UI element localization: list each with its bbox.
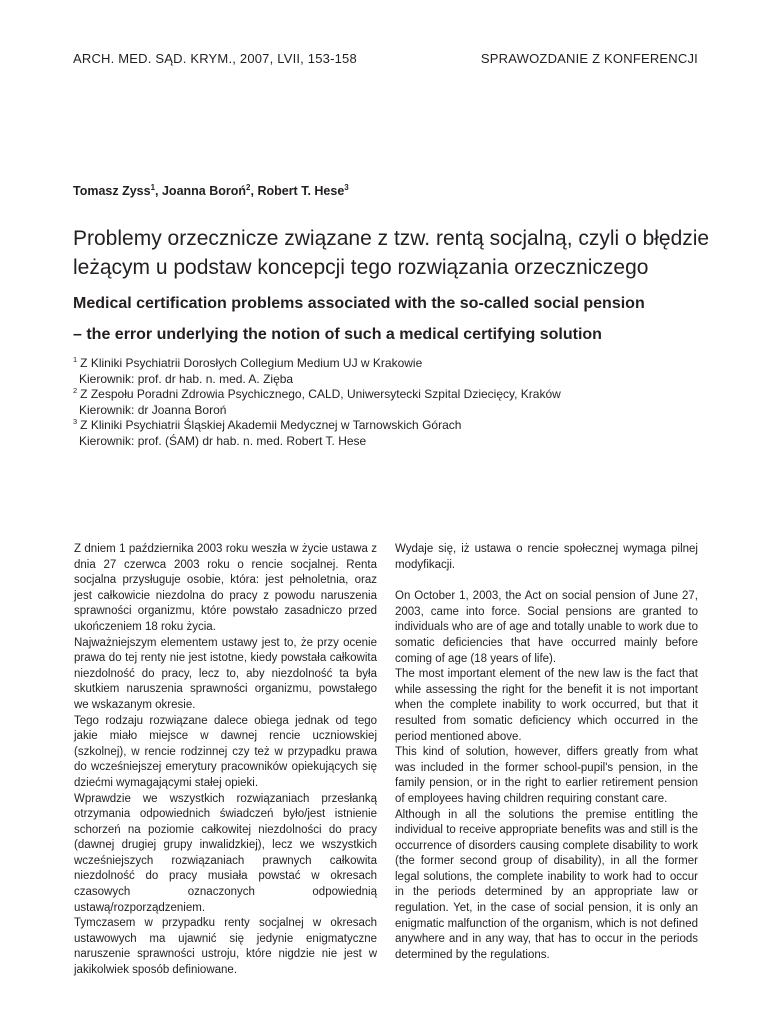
body-paragraph: This kind of solution, however, differs greatly from what was included in the former school-pupil's pension, in the family pension, or in the right to earlier retirement pension of employees having children requiring constant care. xyxy=(395,746,698,805)
author-separator: , xyxy=(155,184,162,198)
body-paragraph: On October 1, 2003, the Act on social pension of June 27, 2003, came into force. Social pensions are granted to individuals who are of age and totally unable to work due to somatic deficiencies that have occurred mainly before coming of age (18 years of life). xyxy=(395,590,698,665)
body-paragraph: Tymczasem w przypadku renty socjalnej w okresach ustawowych ma ujawnić się jedynie enigmatyczne naruszenie sprawności ustroju, które nigdzie nie jest w jakikolwiek sposób definiowane. xyxy=(74,917,377,977)
affiliation-institution: Z Kliniki Psychiatrii Śląskiej Akademii Medycznej w Tarnowskich Górach xyxy=(80,418,462,433)
body-paragraph: Wprawdzie we wszystkich rozwiązaniach przesłanką otrzymania odpowiednich świadczeń było/jest istnienie schorzeń na poziomie całkowitej niezdolności do pracy (dawnej drugiej grupy inwalidzkiej), lecz we wszystkich wcześniejszych rozwiązaniach prawnych całkowita niezdolność do pracy musiała powstać w okresach czasowych oznaczonych odpowiednią ustawą/rozporządzeniem. xyxy=(74,792,377,914)
affiliation-number: 2 xyxy=(73,386,78,396)
affiliation-head: Kierownik: prof. (ŚAM) dr hab. n. med. Robert T. Hese xyxy=(79,433,367,448)
author-affiliation-mark: 1 xyxy=(150,182,156,192)
affiliation-number: 1 xyxy=(73,355,78,364)
title-english xyxy=(73,288,713,350)
author-affiliation-mark: 2 xyxy=(246,182,251,192)
body-paragraph: Tego rodzaju rozwiązane dalece obiega jednak od tego jakie miało miejsce w dawnej rencie uczniowskiej (szkolnej), w rencie rodzinnej czy też w przypadku prawa do wcześniejszej emerytury pracowników opiekujących się dziećmi wymagającymi stałej opieki. xyxy=(74,714,377,789)
paragraph-gap xyxy=(395,573,698,589)
journal-reference: ARCH. MED. SĄD. KRYM., 2007, LVII, 153-158 xyxy=(73,51,357,66)
author-name: Robert T. Hese xyxy=(257,184,345,198)
affiliation-institution: Z Kliniki Psychiatrii Dorosłych Collegium Medium UJ w Krakowie xyxy=(80,356,423,370)
affiliation-line xyxy=(73,387,693,403)
author-affiliation-mark: 3 xyxy=(344,182,349,192)
author-list xyxy=(73,184,349,198)
title-english-line: Medical certification problems associated with the so-called social pension xyxy=(73,295,645,312)
affiliations xyxy=(73,356,693,450)
title-polish-line: Problemy orzecznicze związane z tzw. rentą socjalną, czyli o błędzie xyxy=(73,227,710,250)
affiliation-line xyxy=(73,418,693,434)
body-paragraph: The most important element of the new law is the fact that while assessing the right for the benefit it is not important when the complete inability to work occurred, but that it resulted from somatic deficiency which occurred in the period mentioned above. xyxy=(395,668,698,743)
author-separator: , xyxy=(250,184,258,198)
abstract-polish xyxy=(74,542,377,979)
section-label: SPRAWOZDANIE Z KONFERENCJI xyxy=(480,51,698,66)
affiliation-number: 3 xyxy=(73,417,78,427)
body-paragraph: Z dniem 1 października 2003 roku weszła w życie ustawa z dnia 27 czerwca 2003 roku o rencie socjalnej. Renta socjalna przysługuje osobie, która: jest pełnoletnia, oraz jest całkowicie niezdolna do pracy z powodu naruszenia sprawności organizmu, które powstało zasadniczo przed ukończeniem 18 roku życia. xyxy=(74,543,377,633)
abstract-english xyxy=(395,542,698,963)
affiliation-institution: Z Zespołu Poradni Zdrowia Psychicznego, CALD, Uniwersytecki Szpital Dziecięcy, Kraków xyxy=(80,387,561,402)
body-paragraph: Najważniejszym elementem ustawy jest to, że przy ocenie prawa do tej renty nie jest istotne, kiedy powstała całkowita niezdolność do pracy, lecz to, aby niezdolność ta była skutkiem naruszenia sprawności organizmu, powstałego we wskazanym okresie. xyxy=(74,636,377,711)
body-paragraph: Wydaje się, iż ustawa o rencie społecznej wymaga pilnej modyfikacji. xyxy=(395,543,698,571)
affiliation-head: Kierownik: dr Joanna Boroń xyxy=(79,402,227,417)
body-paragraph: Although in all the solutions the premise entitling the individual to receive appropriate benefits was and still is the occurrence of disorders causing complete disability to work (the former second group of disability), in all the former legal solutions, the complete inability to work had to occur in the periods determined by an appropriate law or regulation. Yet, in the case of social pension, it is only an enigmatic malfunction of the organism, which is not defined anywhere and in any way, that has to occur in the periods determined by the regulations. xyxy=(395,808,698,961)
author-name: Tomasz Zyss xyxy=(73,184,151,198)
affiliation-head: Kierownik: prof. dr hab. n. med. A. Zięba xyxy=(79,371,294,386)
affiliation-line xyxy=(73,356,693,372)
title-english-line: – the error underlying the notion of such a medical certifying solution xyxy=(73,326,602,343)
title-polish-line: leżącym u podstaw koncepcji tego rozwiązania orzeczniczego xyxy=(73,256,649,279)
author-name: Joanna Boroń xyxy=(161,184,247,198)
title-polish xyxy=(73,224,713,282)
